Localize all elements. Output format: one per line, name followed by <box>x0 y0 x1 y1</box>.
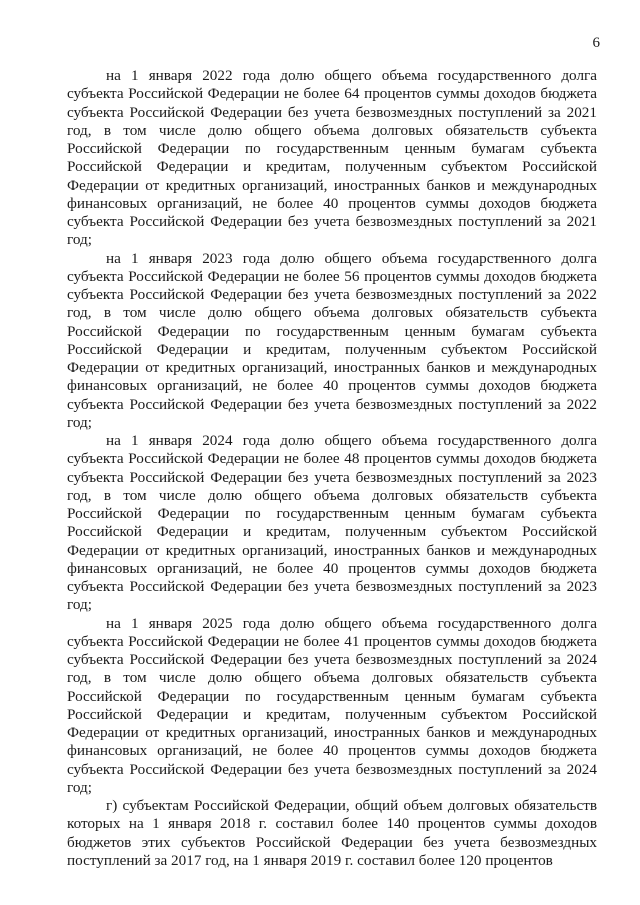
document-body <box>67 67 597 870</box>
paragraph-2025-debt-limit: на 1 января 2025 года долю общего объема государственного долга субъекта Российской Федерации не более 41 процентов суммы доходов бюджета субъекта Российской Федерации без учета безвозмездных поступлений за 2024 год, в том числе долю общего объема долговых обязательств субъекта Российской Федерации по государственным ценным бумагам субъекта Российской Федерации и кредитам, полученным субъектом Российской Федерации от кредитных организаций, иностранных банков и международных финансовых организаций, не более 40 процентов суммы доходов бюджета субъекта Российской Федерации без учета безвозмездных поступлений за 2024 год; <box>67 614 597 796</box>
paragraph-item-g: г) субъектам Российской Федерации, общий объем долговых обязательств которых на 1 января 2018 г. составил более 140 процентов суммы доходов бюджетов этих субъектов Российской Федерации без учета безвозмездных поступлений за 2017 год, на 1 января 2019 г. составил более 120 процентов <box>67 797 597 869</box>
paragraph-2023-debt-limit: на 1 января 2023 года долю общего объема государственного долга субъекта Российской Федерации не более 56 процентов суммы доходов бюджета субъекта Российской Федерации без учета безвозмездных поступлений за 2022 год, в том числе долю общего объема долговых обязательств субъекта Российской Федерации по государственным ценным бумагам субъекта Российской Федерации и кредитам, полученным субъектом Российской Федерации от кредитных организаций, иностранных банков и международных финансовых организаций, не более 40 процентов суммы доходов бюджета субъекта Российской Федерации без учета безвозмездных поступлений за 2022 год; <box>67 249 597 431</box>
paragraph-2022-debt-limit: на 1 января 2022 года долю общего объема государственного долга субъекта Российской Федерации не более 64 процентов суммы доходов бюджета субъекта Российской Федерации без учета безвозмездных поступлений за 2021 год, в том числе долю общего объема долговых обязательств субъекта Российской Федерации по государственным ценным бумагам субъекта Российской Федерации и кредитам, полученным субъектом Российской Федерации от кредитных организаций, иностранных банков и международных финансовых организаций, не более 40 процентов суммы доходов бюджета субъекта Российской Федерации без учета безвозмездных поступлений за 2021 год; <box>67 67 597 249</box>
page-number: 6 <box>592 35 600 51</box>
paragraph-2024-debt-limit: на 1 января 2024 года долю общего объема государственного долга субъекта Российской Федерации не более 48 процентов суммы доходов бюджета субъекта Российской Федерации без учета безвозмездных поступлений за 2023 год, в том числе долю общего объема долговых обязательств субъекта Российской Федерации по государственным ценным бумагам субъекта Российской Федерации и кредитам, полученным субъектом Российской Федерации от кредитных организаций, иностранных банков и международных финансовых организаций, не более 40 процентов суммы доходов бюджета субъекта Российской Федерации без учета безвозмездных поступлений за 2023 год; <box>67 432 597 614</box>
